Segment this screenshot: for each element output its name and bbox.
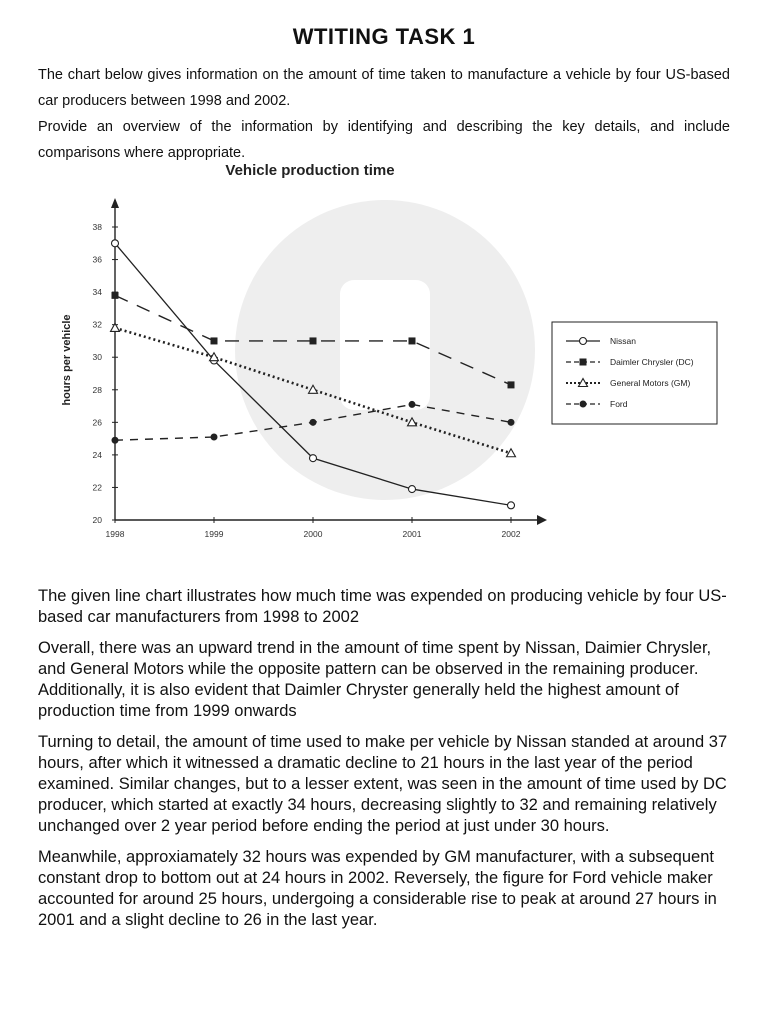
y-tick-label: 20 [92, 515, 102, 525]
x-axis-arrow [537, 515, 547, 525]
essay-paragraph-2: Overall, there was an upward trend in the amount of time spent by Nissan, Daimier Chrysler, and General Motors while the opposite pattern can be observed in the remaining producer. Additionally, it is also evident that Daimler Chryster generally held the highest amount of production time from 1999 onwards [38, 639, 712, 720]
y-tick-label: 36 [92, 254, 102, 265]
y-axis-label: hours per vehicle [61, 314, 73, 406]
data-point [112, 292, 119, 299]
legend-label: Nissan [610, 336, 636, 346]
essay-body [38, 586, 738, 941]
x-tick-label: 1999 [204, 529, 224, 539]
x-tick-label: 2000 [303, 529, 323, 539]
data-point [508, 419, 515, 426]
data-point [409, 401, 416, 408]
essay-paragraph-1: The given line chart illustrates how much time was expended on producing vehicle by four US-based car manufacturers from 1998 to 2002 [38, 587, 727, 626]
data-point [211, 337, 218, 344]
essay-paragraph-3: Turning to detail, the amount of time used to make per vehicle by Nissan standed at around 37 hours, after which it witnessed a dramatic decline to 21 hours in the last year of the period examined. Similar changes, but to a lesser extent, was seen in the amount of time used by DC producer, which started at exactly 34 hours, decreasing slightly to 32 and remaining relatively unchanged over 2 year period before ending the period at just under 30 hours. [38, 733, 728, 835]
data-point [409, 337, 416, 344]
legend-label: Daimler Chrysler (DC) [610, 357, 694, 367]
y-tick-label: 26 [92, 417, 102, 428]
legend-marker [580, 401, 587, 408]
intro-paragraph-2: Provide an overview of the information by identifying and describing the key details, and include comparisons where appropriate. [38, 119, 730, 161]
y-tick-label: 38 [92, 222, 102, 232]
data-point [112, 437, 119, 444]
x-tick-label: 2002 [501, 529, 521, 539]
chart-canvas [40, 160, 730, 550]
intro-paragraph-1: The chart below gives information on the amount of time taken to manufacture a vehicle by four US-based car producers between 1998 and 2002. [38, 67, 730, 109]
data-point [508, 502, 515, 509]
legend-marker [580, 359, 587, 366]
x-tick-label: 1998 [105, 529, 125, 539]
data-point [211, 433, 218, 440]
data-point [310, 419, 317, 426]
y-tick-label: 34 [92, 287, 102, 298]
data-point [310, 455, 317, 462]
chart-title: Vehicle production time [225, 162, 395, 179]
data-point [409, 486, 416, 493]
data-point [508, 381, 515, 388]
line-chart [40, 160, 730, 550]
data-point [310, 337, 317, 344]
y-tick-label: 32 [92, 319, 102, 330]
y-tick-label: 28 [92, 384, 102, 395]
essay-paragraph-4: Meanwhile, approxiamately 32 hours was expended by GM manufacturer, with a subsequent constant drop to bottom out at 24 hours in 2002. Reversely, the figure for Ford vehicle maker accounted for around 25 hours, undergoing a considerable rise to peak at around 27 hours in 2001 and a slight decline to 26 in the last year. [38, 848, 717, 929]
task-instructions [38, 62, 730, 166]
data-point [507, 449, 516, 457]
watermark-shape [340, 280, 430, 410]
legend-label: Ford [610, 399, 628, 409]
page-title: WTITING TASK 1 [292, 24, 476, 49]
y-tick-label: 30 [92, 352, 102, 363]
data-point [112, 240, 119, 247]
legend-label: General Motors (GM) [610, 378, 691, 388]
legend-marker [580, 338, 587, 345]
y-axis-arrow [111, 198, 119, 208]
x-tick-label: 2001 [402, 529, 422, 539]
y-tick-label: 22 [92, 482, 102, 493]
data-point [111, 323, 120, 331]
y-tick-label: 24 [92, 449, 102, 460]
